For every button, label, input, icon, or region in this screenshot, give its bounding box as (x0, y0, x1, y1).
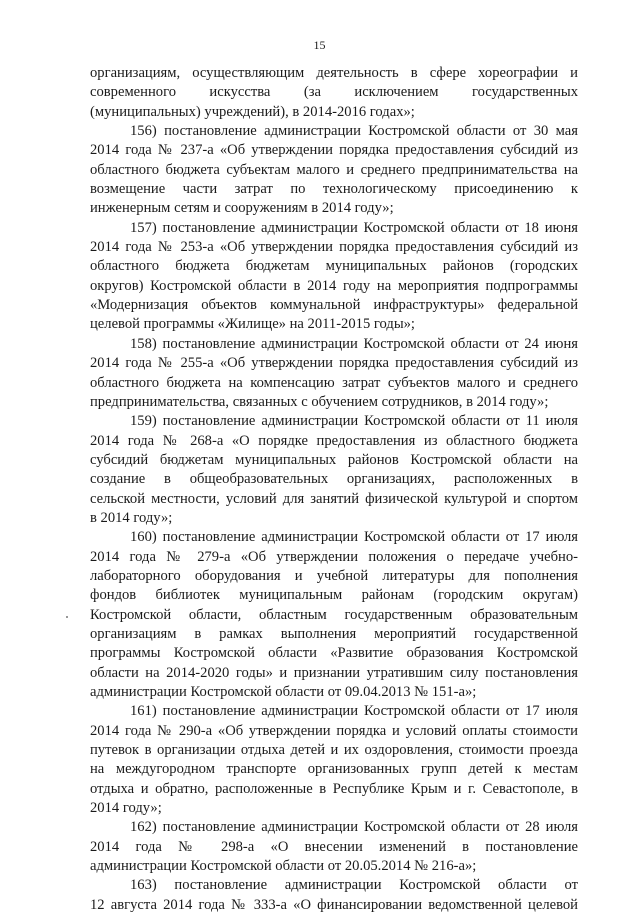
text-line: 163) постановление администрации Костромской области от (130, 877, 578, 894)
text-line: организациям в рамках выполнения мероприятий государственной (90, 625, 578, 642)
text-line: 12 августа 2014 года № 333-а «О финансировании ведомственной целевой (90, 896, 578, 913)
paragraph-continuation (90, 64, 578, 122)
text-line: 2014 года № 290-а «Об утверждении порядка и условий оплаты стоимости (90, 722, 578, 739)
page-number: 15 (313, 38, 326, 52)
list-item-160 (90, 528, 578, 702)
text-line: 2014 года № 253-а «Об утверждении порядка предоставления субсидий из (90, 239, 578, 256)
text-line: в 2014 году»; (90, 509, 173, 526)
text-line: сельской местности, условий для занятий физической культурой и спортом (90, 490, 578, 507)
text-line: 162) постановление администрации Костромской области от 28 июля (130, 819, 578, 836)
list-item-163 (90, 876, 578, 915)
text-line: лабораторного оборудования и учебной литературы для пополнения (90, 567, 578, 584)
text-line: 156) постановление администрации Костромской области от 30 мая (130, 123, 578, 140)
text-line: целевой программы «Жилище» на 2011-2015 годы»; (90, 316, 415, 333)
text-line: отдыха и обратно, расположенные в Республике Крым и г. Севастополе, в (90, 780, 578, 797)
text-line: создание в общеобразовательных организациях, расположенных в (90, 471, 578, 488)
list-item-156 (90, 122, 578, 219)
text-line: 161) постановление администрации Костромской области от 17 июля (130, 703, 578, 720)
document-body (90, 64, 578, 915)
text-line: 2014 года № 298-а «О внесении изменений в постановление (90, 838, 578, 855)
text-line: администрации Костромской области от 20.05.2014 № 216-а»; (90, 858, 477, 875)
text-line: инженерным сетям и сооружениям в 2014 году»; (90, 200, 394, 217)
text-line: 2014 года № 279-а «Об утверждении положения о передаче учебно- (90, 548, 578, 565)
text-line: предпринимательства, связанных с обучением сотрудников, в 2014 году»; (90, 393, 549, 410)
text-line: (муниципальных) учреждений), в 2014-2016 годах»; (90, 103, 415, 120)
text-line: путевок в организации отдыха детей и их оздоровления, стоимости проезда (90, 742, 578, 759)
text-line: областного бюджета бюджетам муниципальных районов (городских (90, 258, 578, 275)
text-line: областного бюджета субъектам малого и среднего предпринимательства на (90, 161, 578, 178)
text-line: организациям, осуществляющим деятельность в сфере хореографии и (90, 65, 578, 81)
text-line: 2014 года № 237-а «Об утверждении порядка предоставления субсидий из (90, 142, 578, 159)
text-line: 159) постановление администрации Костромской области от 11 июля (130, 413, 578, 430)
list-item-162 (90, 818, 578, 876)
text-line: «Модернизация объектов коммунальной инфраструктуры» федеральной (90, 297, 578, 314)
list-item-161 (90, 702, 578, 818)
list-item-159 (90, 412, 578, 528)
text-line: 2014 года № 255-а «Об утверждении порядка предоставления субсидий из (90, 355, 578, 372)
text-line: на междугородном транспорте организованных групп детей к местам (90, 761, 578, 778)
text-line: областного бюджета на компенсацию затрат субъектов малого и среднего (90, 374, 578, 391)
list-item-157 (90, 219, 578, 335)
text-line: современного искусства (за исключением государственных (90, 84, 578, 101)
text-line: 2014 года № 268-а «О порядке предоставления из областного бюджета (90, 432, 578, 449)
text-line: округов) Костромской области в 2014 году на мероприятия подпрограммы (90, 277, 578, 294)
text-line: программы Костромской области «Развитие образования Костромской (90, 645, 578, 662)
text-line: возмещение части затрат по технологическому присоединению к (90, 181, 578, 198)
text-line: 158) постановление администрации Костромской области от 24 июня (130, 335, 578, 352)
scan-speck (66, 616, 68, 618)
text-line: администрации Костромской области от 09.04.2013 № 151-а»; (90, 684, 477, 700)
list-item-158 (90, 335, 578, 412)
text-line: 2014 году»; (90, 800, 162, 817)
text-line: субсидий бюджетам муниципальных районов Костромской области на (90, 451, 578, 468)
text-line: Костромской области, областным государственным образовательным (90, 606, 578, 623)
text-line: 157) постановление администрации Костромской области от 18 июня (130, 219, 578, 236)
text-line: фондов библиотек муниципальным районам (городским округам) (90, 587, 578, 604)
text-line: 160) постановление администрации Костромской области от 17 июля (130, 529, 578, 546)
text-line: области на 2014-2020 годы» и признании утратившим силу постановления (90, 664, 578, 681)
